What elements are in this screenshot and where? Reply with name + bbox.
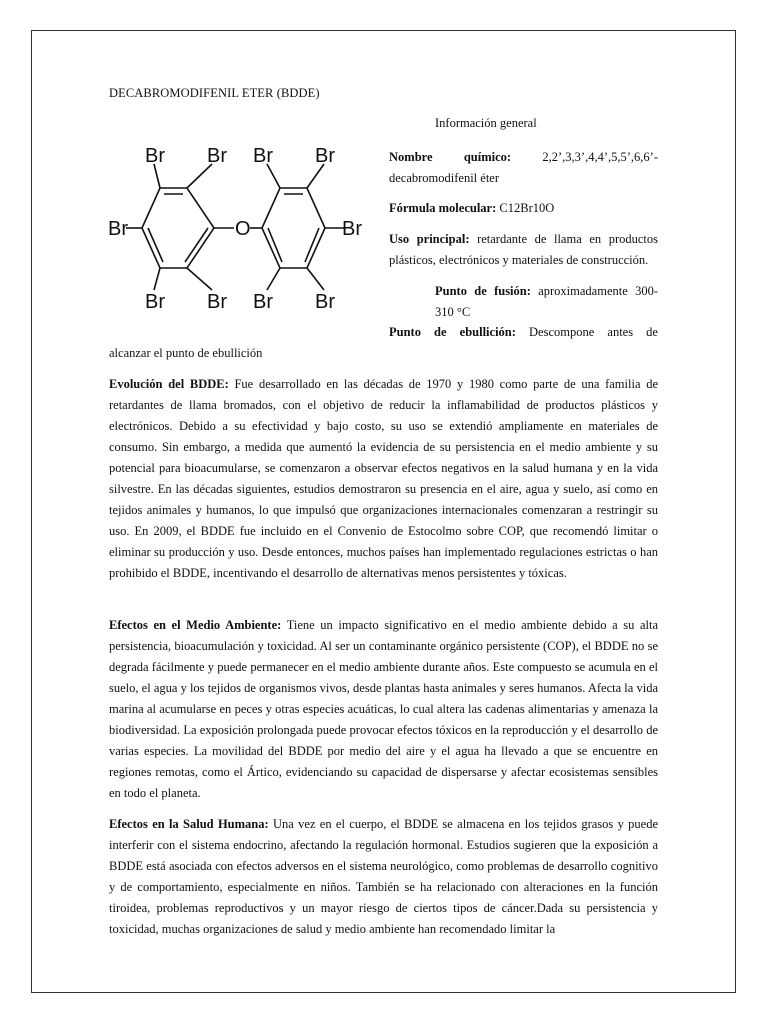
boiling-label: Punto de ebullición: bbox=[389, 325, 516, 339]
info-melting-point bbox=[435, 281, 658, 323]
use-label: Uso principal: bbox=[389, 232, 470, 246]
atom-label-br: Br bbox=[253, 145, 273, 167]
section-human-health bbox=[109, 814, 658, 940]
boiling-value: Descompone antes de bbox=[529, 325, 658, 339]
atom-label-br: Br bbox=[145, 145, 165, 167]
atom-label-br: Br bbox=[342, 218, 362, 240]
use-value: retardante de llama en productos plásticos, electrónicos y materiales de construcción. bbox=[389, 232, 658, 267]
right-benzene-ring bbox=[262, 188, 325, 268]
atom-label-br: Br bbox=[207, 145, 227, 167]
left-benzene-ring bbox=[142, 188, 214, 268]
atom-label-br: Br bbox=[207, 291, 227, 313]
section-environment bbox=[109, 615, 658, 804]
info-chemical-name bbox=[389, 147, 658, 189]
section-heading: Efectos en el Medio Ambiente: bbox=[109, 618, 282, 632]
formula-value: C12Br10O bbox=[499, 201, 555, 215]
section-text: Fue desarrollado en las décadas de 1970 y 1980 como parte de una familia de retardantes de llama bromados, con el objetivo de reducir la inflamabilidad de productos plásticos y electrónicos. Debido a su efectividad y bajo costo, su uso se extendió ampliamente en materiales de consumo. Sin embargo, a medida que aumentó la evidencia de su persistencia en el medio ambiente y su potencial para bioacumularse, se comenzaron a observar efectos negativos en la salud humana y en la vida silvestre. En las décadas siguientes, estudios demostraron su presencia en el aire, agua y suelo, así como en tejidos animales y humanos, lo que impulsó que organizaciones internacionales comenzaran a restringir su uso. En 2009, el BDDE fue incluido en el Convenio de Estocolmo sobre COP, que recomendó limitar o eliminar su producción y uso. Desde entonces, muchos países han implementado regulaciones estrictas o han prohibido el BDDE, incentivando el desarrollo de alternativas menos persistentes y tóxicas. bbox=[109, 377, 658, 580]
atom-label-o: O bbox=[235, 218, 251, 240]
info-molecular-formula bbox=[389, 198, 658, 219]
atom-label-br: Br bbox=[253, 291, 273, 313]
atom-label-br: Br bbox=[315, 145, 335, 167]
section-evolution bbox=[109, 374, 658, 584]
section-text: Una vez en el cuerpo, el BDDE se almacena en los tejidos grasos y puede interferir con el sistema endocrino, afectando la regulación hormonal. Estudios sugieren que la exposición a BDDE está asociada con efectos adversos en el sistema neurológico, como problemas de desarrollo cognitivo y de comportamiento, especialmente en niños. También se ha relacionado con alteraciones en la función tiroidea, problemas reproductivos y un mayor riesgo de ciertos tipos de cáncer.Dada su persistencia y toxicidad, muchas organizaciones de salud y medio ambiente han recomendado limitar la bbox=[109, 817, 659, 936]
boiling-value-continuation: alcanzar el punto de ebullición bbox=[109, 346, 263, 360]
chemical-name-label: Nombre químico: bbox=[389, 150, 512, 164]
info-main-use bbox=[389, 229, 658, 271]
melting-value: aproximadamente 300-310 °C bbox=[435, 284, 658, 319]
info-heading: Información general bbox=[435, 116, 537, 130]
info-boiling-point bbox=[389, 322, 658, 343]
section-heading: Evolución del BDDE: bbox=[109, 377, 229, 391]
chemical-structure-diagram bbox=[108, 138, 372, 318]
section-text: Tiene un impacto significativo en el medio ambiente debido a su alta persistencia, bioacumulación y toxicidad. Al ser un contaminante orgánico persistente (COP), el BDDE no se degrada fácilmente y puede permanecer en el medio ambiente durante años. Este compuesto se acumula en el suelo, el agua y los tejidos de organismos vivos, desde plantas hasta animales y seres humanos. Afecta la vida marina al acumularse en peces y otras especies acuáticas, lo cual altera las cadenas alimentarias y amenaza la biodiversidad. La exposición prolongada puede provocar efectos tóxicos en la reproducción y el desarrollo de varias especies. La movilidad del BDDE por medio del aire y el agua ha llevado a que se encuentre en regiones remotas, como el Ártico, evidenciando su capacidad de dispersarse y afectar ecosistemas sensibles en todo el planeta. bbox=[109, 618, 659, 800]
formula-label: Fórmula molecular: bbox=[389, 201, 497, 215]
atom-label-br: Br bbox=[145, 291, 165, 313]
atom-label-br: Br bbox=[315, 291, 335, 313]
section-heading: Efectos en la Salud Humana: bbox=[109, 817, 269, 831]
melting-label: Punto de fusión: bbox=[435, 284, 531, 298]
chemical-name-value: 2,2’,3,3’,4,4’,5,5’,6,6’-decabromodifenil éter bbox=[389, 150, 658, 185]
document-title: DECABROMODIFENIL ETER (BDDE) bbox=[109, 86, 320, 100]
atom-label-br: Br bbox=[108, 218, 128, 240]
